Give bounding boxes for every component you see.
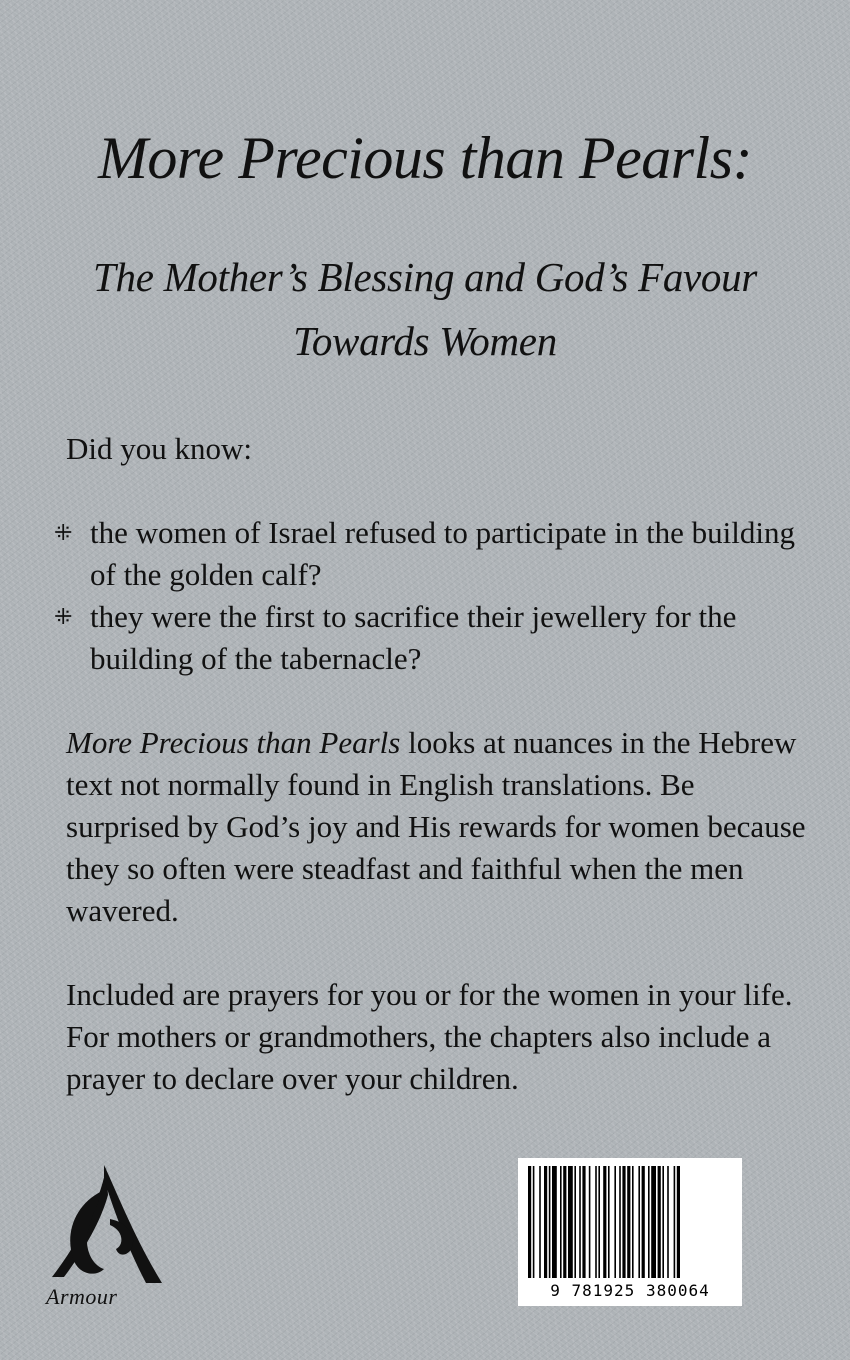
- barcode-bar: [582, 1166, 585, 1278]
- barcode-bar: [667, 1166, 669, 1278]
- barcode-bar: [642, 1166, 645, 1278]
- facts-list: [54, 512, 806, 680]
- list-item: [54, 512, 806, 596]
- title: More Precious than Pearls:: [97, 125, 753, 191]
- description-text: looks at nuances in the Hebrew text not normally found in English translations. Be surprised by God’s joy and His rewards for women because they so often were steadfast and faithful when the men wavered.: [66, 725, 806, 928]
- barcode-bar: [632, 1166, 634, 1278]
- bullet-icon: ⁜: [54, 520, 73, 545]
- barcode-bar: [560, 1166, 562, 1278]
- barcode-bar: [533, 1166, 535, 1278]
- blurb: [54, 428, 806, 1100]
- isbn-number: 9 781925 380064: [550, 1281, 710, 1300]
- barcode-bar: [603, 1166, 606, 1278]
- book-title-italic: More Precious than Pearls: [66, 725, 401, 760]
- barcode-bar: [568, 1166, 573, 1278]
- barcode-bar: [674, 1166, 676, 1278]
- subtitle-line-2: Towards Women: [293, 318, 557, 364]
- fact-text: the women of Israel refused to participate in the building of the golden calf?: [90, 515, 796, 592]
- barcode-bar: [598, 1166, 600, 1278]
- barcode-bar: [595, 1166, 597, 1278]
- intro-text: Did you know:: [66, 431, 252, 466]
- barcode-bar: [563, 1166, 566, 1278]
- barcode-bar: [651, 1166, 656, 1278]
- barcode-bar: [677, 1166, 680, 1278]
- barcode-bar: [662, 1166, 664, 1278]
- description-paragraph: [66, 722, 806, 932]
- barcode-bar: [648, 1166, 650, 1278]
- fact-text: they were the first to sacrifice their jewellery for the building of the tabernacle?: [90, 599, 737, 676]
- bullet-icon: ⁜: [54, 604, 73, 629]
- barcode-bar: [579, 1166, 581, 1278]
- prayers-paragraph: Included are prayers for you or for the women in your life. For mothers or grandmothers, the chapters also include a prayer to declare over your children.: [66, 977, 793, 1096]
- subtitle: [0, 245, 850, 373]
- barcode-bar: [549, 1166, 551, 1278]
- barcode-bar: [619, 1166, 621, 1278]
- barcode-bar: [589, 1166, 591, 1278]
- barcode-bars: [528, 1166, 732, 1278]
- barcode-bar: [614, 1166, 616, 1278]
- publisher-name: Armour: [46, 1284, 118, 1309]
- barcode-bar: [574, 1166, 576, 1278]
- barcode-bar: [627, 1166, 630, 1278]
- barcode: [518, 1158, 742, 1306]
- barcode-bar: [622, 1166, 625, 1278]
- subtitle-line-1: The Mother’s Blessing and God’s Favour: [93, 254, 757, 300]
- barcode-bar: [638, 1166, 640, 1278]
- list-item: [54, 596, 806, 680]
- barcode-bar: [658, 1166, 661, 1278]
- barcode-bar: [539, 1166, 541, 1278]
- barcode-bar: [608, 1166, 610, 1278]
- barcode-bar: [528, 1166, 531, 1278]
- barcode-bar: [552, 1166, 557, 1278]
- barcode-bar: [544, 1166, 547, 1278]
